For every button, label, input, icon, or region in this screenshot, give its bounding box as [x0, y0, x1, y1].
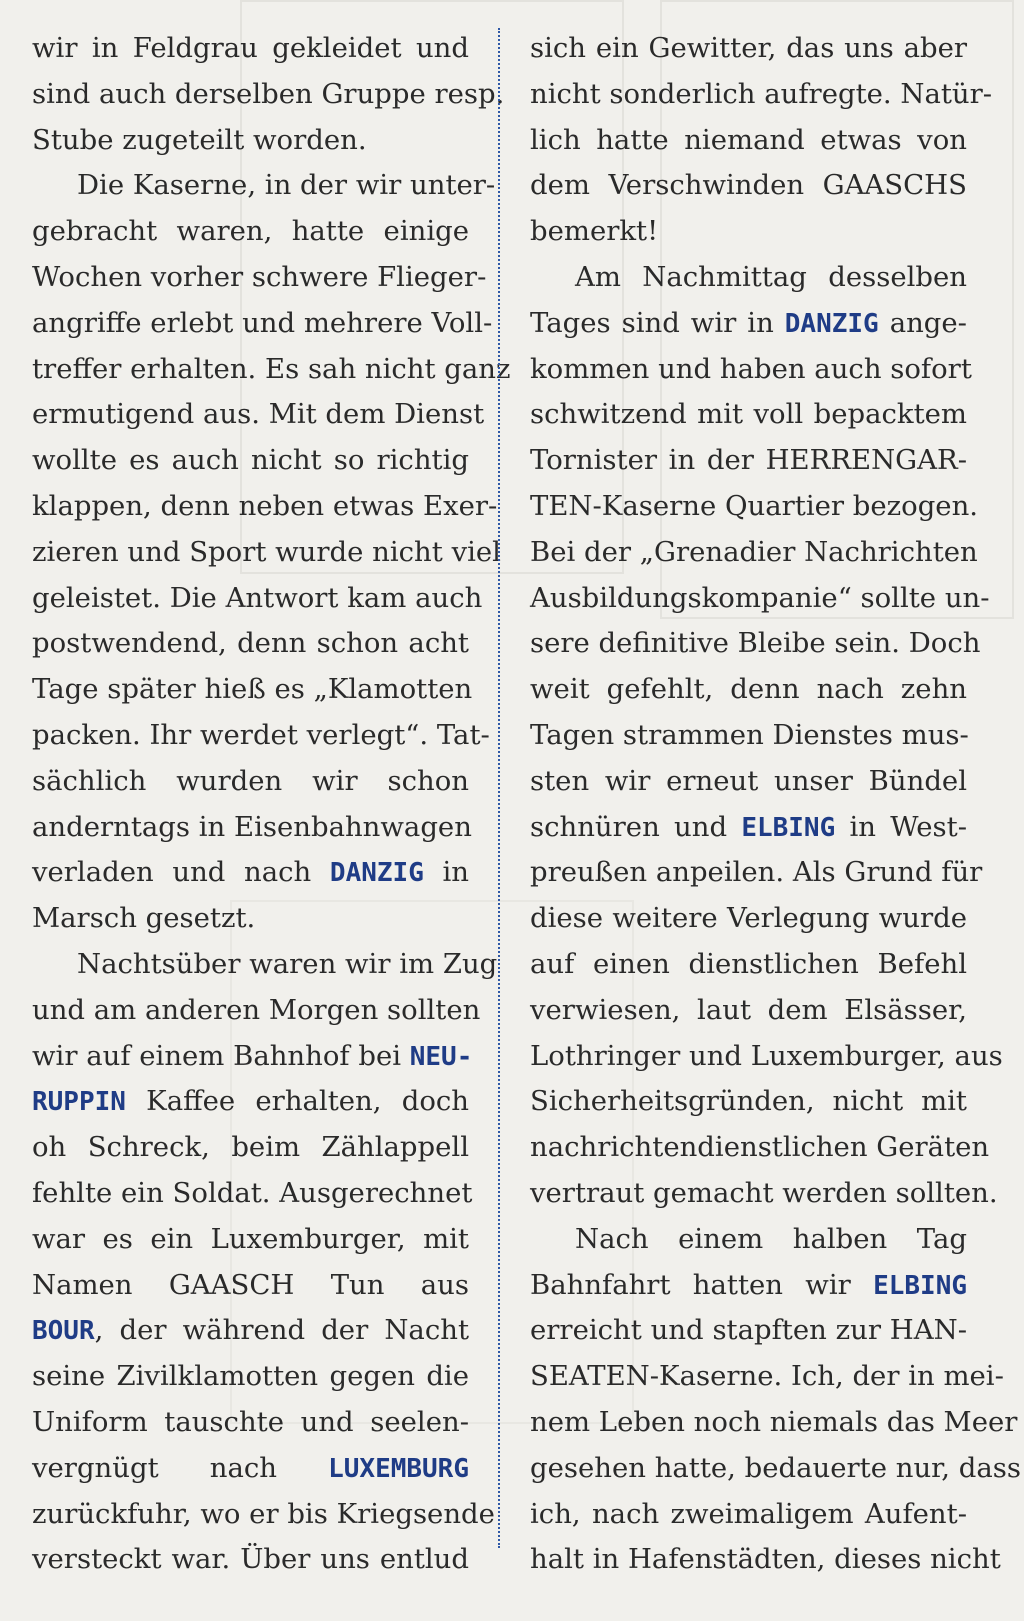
- text-line: [32, 1446, 469, 1492]
- text-line: [32, 484, 498, 530]
- line-text: zieren und Sport wurde nicht viel: [32, 535, 501, 568]
- line-text: Ausbildungskompanie“ sollte un-: [530, 581, 990, 614]
- line-text: Sicherheitsgründen, nicht mit: [530, 1085, 967, 1118]
- line-text: weit gefehlt, denn nach zehn: [530, 673, 967, 706]
- text-line: [32, 896, 469, 942]
- line-text: Wochen vorher schwere Flieger-: [32, 260, 487, 293]
- text-line: [530, 667, 967, 713]
- line-text: dem Verschwinden GAASCHS: [530, 169, 967, 202]
- text-line: [530, 850, 983, 896]
- line-text-after: in West-: [835, 810, 967, 843]
- text-line: [32, 163, 496, 209]
- line-text: Lothringer und Luxemburger, aus: [530, 1039, 1003, 1072]
- text-line: [32, 667, 473, 713]
- text-line: [530, 484, 979, 530]
- text-line: [530, 1125, 990, 1171]
- text-line: [530, 988, 967, 1034]
- line-text: Marsch gesetzt.: [32, 902, 256, 935]
- text-line: [530, 26, 967, 72]
- text-line: [32, 1125, 469, 1171]
- text-line: [530, 1308, 967, 1354]
- line-text: klappen, denn neben etwas Exer-: [32, 489, 498, 522]
- text-line: [32, 1400, 469, 1446]
- line-text: kommen und haben auch sofort: [530, 352, 972, 385]
- line-text: sere definitive Bleibe sein. Doch: [530, 627, 981, 660]
- line-text: packen. Ihr werdet verlegt“. Tat-: [32, 718, 490, 751]
- text-line: [530, 759, 967, 805]
- place-name: NEU-: [409, 1041, 473, 1072]
- line-text: fehlte ein Soldat. Ausgerechnet: [32, 1176, 473, 1209]
- text-line: [530, 1171, 998, 1217]
- line-text: Tagen strammen Dienstes mus-: [530, 718, 969, 751]
- text-line: [530, 896, 967, 942]
- line-text: sten wir erneut unser Bündel: [530, 764, 967, 797]
- line-text: zurückfuhr, wo er bis Kriegsende: [32, 1497, 495, 1530]
- line-text: oh Schreck, beim Zählappell: [32, 1131, 469, 1164]
- line-text: Nach einem halben Tag: [575, 1222, 967, 1255]
- line-text: verwiesen, laut dem Elsässer,: [530, 993, 967, 1026]
- text-line: [530, 1492, 967, 1538]
- text-line: [530, 713, 967, 759]
- line-text: wir in Feldgrau gekleidet und: [32, 32, 469, 64]
- line-text: postwendend, denn schon acht: [32, 627, 469, 660]
- text-line: [530, 347, 972, 393]
- line-text-after: ange-: [878, 306, 967, 339]
- text-line: [530, 1079, 967, 1125]
- line-text: sind auch derselben Gruppe resp.: [32, 77, 505, 110]
- text-line: [530, 209, 967, 255]
- line-text: bemerkt!: [530, 215, 659, 248]
- line-text: gebracht waren, hatte einige: [32, 215, 469, 248]
- line-text: ermutigend aus. Mit dem Dienst: [32, 398, 485, 431]
- text-line: [530, 576, 990, 622]
- line-text: nem Leben noch niemals das Meer: [530, 1405, 1018, 1438]
- text-line: [32, 713, 490, 759]
- line-text: nicht sonderlich aufregte. Natür-: [530, 77, 993, 110]
- text-line: [530, 1400, 1018, 1446]
- text-line: [530, 118, 967, 164]
- line-text: Stube zugeteilt worden.: [32, 123, 367, 156]
- line-text: vergnügt nach: [32, 1451, 329, 1484]
- line-text: wollte es auch nicht so richtig: [32, 444, 469, 477]
- place-name: RUPPIN: [32, 1087, 126, 1118]
- text-line: [32, 255, 487, 301]
- line-text: und am anderen Morgen sollten: [32, 993, 481, 1026]
- line-text: seine Zivilklamotten gegen die: [32, 1360, 469, 1393]
- text-line: [530, 255, 967, 301]
- text-line: [32, 347, 511, 393]
- text-line: [530, 392, 967, 438]
- place-name: ELBING: [873, 1270, 967, 1301]
- text-line: [32, 530, 501, 576]
- line-text: Bei der „Grenadier Nachrichten: [530, 535, 978, 568]
- text-line: [32, 850, 469, 896]
- line-text: Tages sind wir in: [530, 306, 785, 339]
- place-name: DANZIG: [784, 308, 879, 339]
- line-text: preußen anpeilen. Als Grund für: [530, 856, 983, 889]
- text-line: [530, 1537, 1001, 1583]
- text-line: [32, 72, 505, 118]
- text-line: [530, 1217, 967, 1263]
- text-line: [32, 1263, 469, 1309]
- line-text: Namen GAASCH Tun aus: [32, 1268, 469, 1301]
- line-text: gesehen hatte, bedauerte nur, dass: [530, 1451, 1021, 1484]
- place-name: DANZIG: [329, 858, 424, 889]
- text-line: [32, 1034, 473, 1080]
- line-text-after: Kaffee erhalten, doch: [125, 1085, 469, 1118]
- text-line: [32, 759, 469, 805]
- text-line: [32, 1171, 473, 1217]
- line-text: halt in Hafenstädten, dieses nicht: [530, 1543, 1001, 1576]
- line-text: versteckt war. Über uns entlud: [32, 1543, 469, 1576]
- text-line: [32, 1492, 495, 1538]
- line-text: angriffe erlebt und mehrere Voll-: [32, 306, 493, 339]
- text-line: [530, 1446, 1021, 1492]
- line-text: treffer erhalten. Es sah nicht ganz: [32, 352, 511, 385]
- text-line: [32, 621, 469, 667]
- text-line: [32, 1217, 469, 1263]
- text-line: [530, 942, 967, 988]
- text-line: [32, 392, 485, 438]
- line-text: sich ein Gewitter, das uns aber: [530, 32, 967, 64]
- text-line: [32, 1079, 469, 1125]
- line-text: Uniform tauschte und seelen-: [32, 1405, 469, 1438]
- text-line: [32, 805, 472, 851]
- text-line: [32, 988, 481, 1034]
- place-name: ELBING: [741, 812, 836, 843]
- text-line: [32, 209, 469, 255]
- place-name: LUXEMBURG: [328, 1453, 469, 1484]
- line-text: verladen und nach: [32, 856, 330, 889]
- line-text: ich, nach zweimaligem Aufent-: [530, 1497, 967, 1530]
- text-line: [32, 942, 498, 988]
- line-text: anderntags in Eisenbahnwagen: [32, 810, 472, 843]
- text-line: [32, 118, 469, 164]
- line-text: lich hatte niemand etwas von: [530, 123, 967, 156]
- line-text-after: , der während der Nacht: [94, 1314, 469, 1347]
- column-divider: [498, 28, 500, 1548]
- line-text: schwitzend mit voll bepacktem: [530, 398, 967, 431]
- line-text: erreicht und stapften zur HAN-: [530, 1314, 967, 1347]
- line-text: Die Kaserne, in der wir unter-: [77, 169, 496, 202]
- text-line: [32, 1308, 469, 1354]
- text-line: [530, 805, 967, 851]
- text-line: [32, 26, 469, 72]
- text-line: [32, 1537, 469, 1583]
- place-name: BOUR: [32, 1316, 95, 1347]
- line-text: geleistet. Die Antwort kam auch: [32, 581, 483, 614]
- line-text: Nachtsüber waren wir im Zug: [77, 947, 498, 980]
- line-text: sächlich wurden wir schon: [32, 764, 469, 797]
- text-line: [530, 621, 981, 667]
- left-text-column: [32, 26, 511, 1583]
- text-line: [32, 301, 493, 347]
- line-text: Bahnfahrt hatten wir: [530, 1268, 874, 1301]
- text-line: [530, 1354, 1004, 1400]
- line-text: wir auf einem Bahnhof bei: [32, 1039, 410, 1072]
- line-text-after: in: [423, 856, 469, 889]
- text-line: [530, 163, 967, 209]
- line-text: Tage später hieß es „Klamotten: [32, 673, 473, 706]
- text-line: [530, 1034, 1003, 1080]
- text-line: [530, 438, 967, 484]
- line-text: TEN-Kaserne Quartier bezogen.: [530, 489, 979, 522]
- line-text: schnüren und: [530, 810, 742, 843]
- text-line: [530, 530, 978, 576]
- right-text-column: [530, 26, 1021, 1583]
- text-line: [530, 1263, 967, 1309]
- line-text: vertraut gemacht werden sollten.: [530, 1176, 998, 1209]
- text-line: [32, 438, 469, 484]
- line-text: nachrichtendienstlichen Geräten: [530, 1131, 990, 1164]
- line-text: auf einen dienstlichen Befehl: [530, 947, 967, 980]
- text-line: [530, 301, 967, 347]
- line-text: diese weitere Verlegung wurde: [530, 902, 967, 935]
- line-text: Tornister in der HERRENGAR-: [530, 444, 967, 477]
- line-text: war es ein Luxemburger, mit: [32, 1222, 469, 1255]
- text-line: [32, 1354, 469, 1400]
- text-line: [32, 576, 483, 622]
- line-text: SEATEN-Kaserne. Ich, der in mei-: [530, 1360, 1004, 1393]
- line-text: Am Nachmittag desselben: [575, 260, 967, 293]
- text-line: [530, 72, 993, 118]
